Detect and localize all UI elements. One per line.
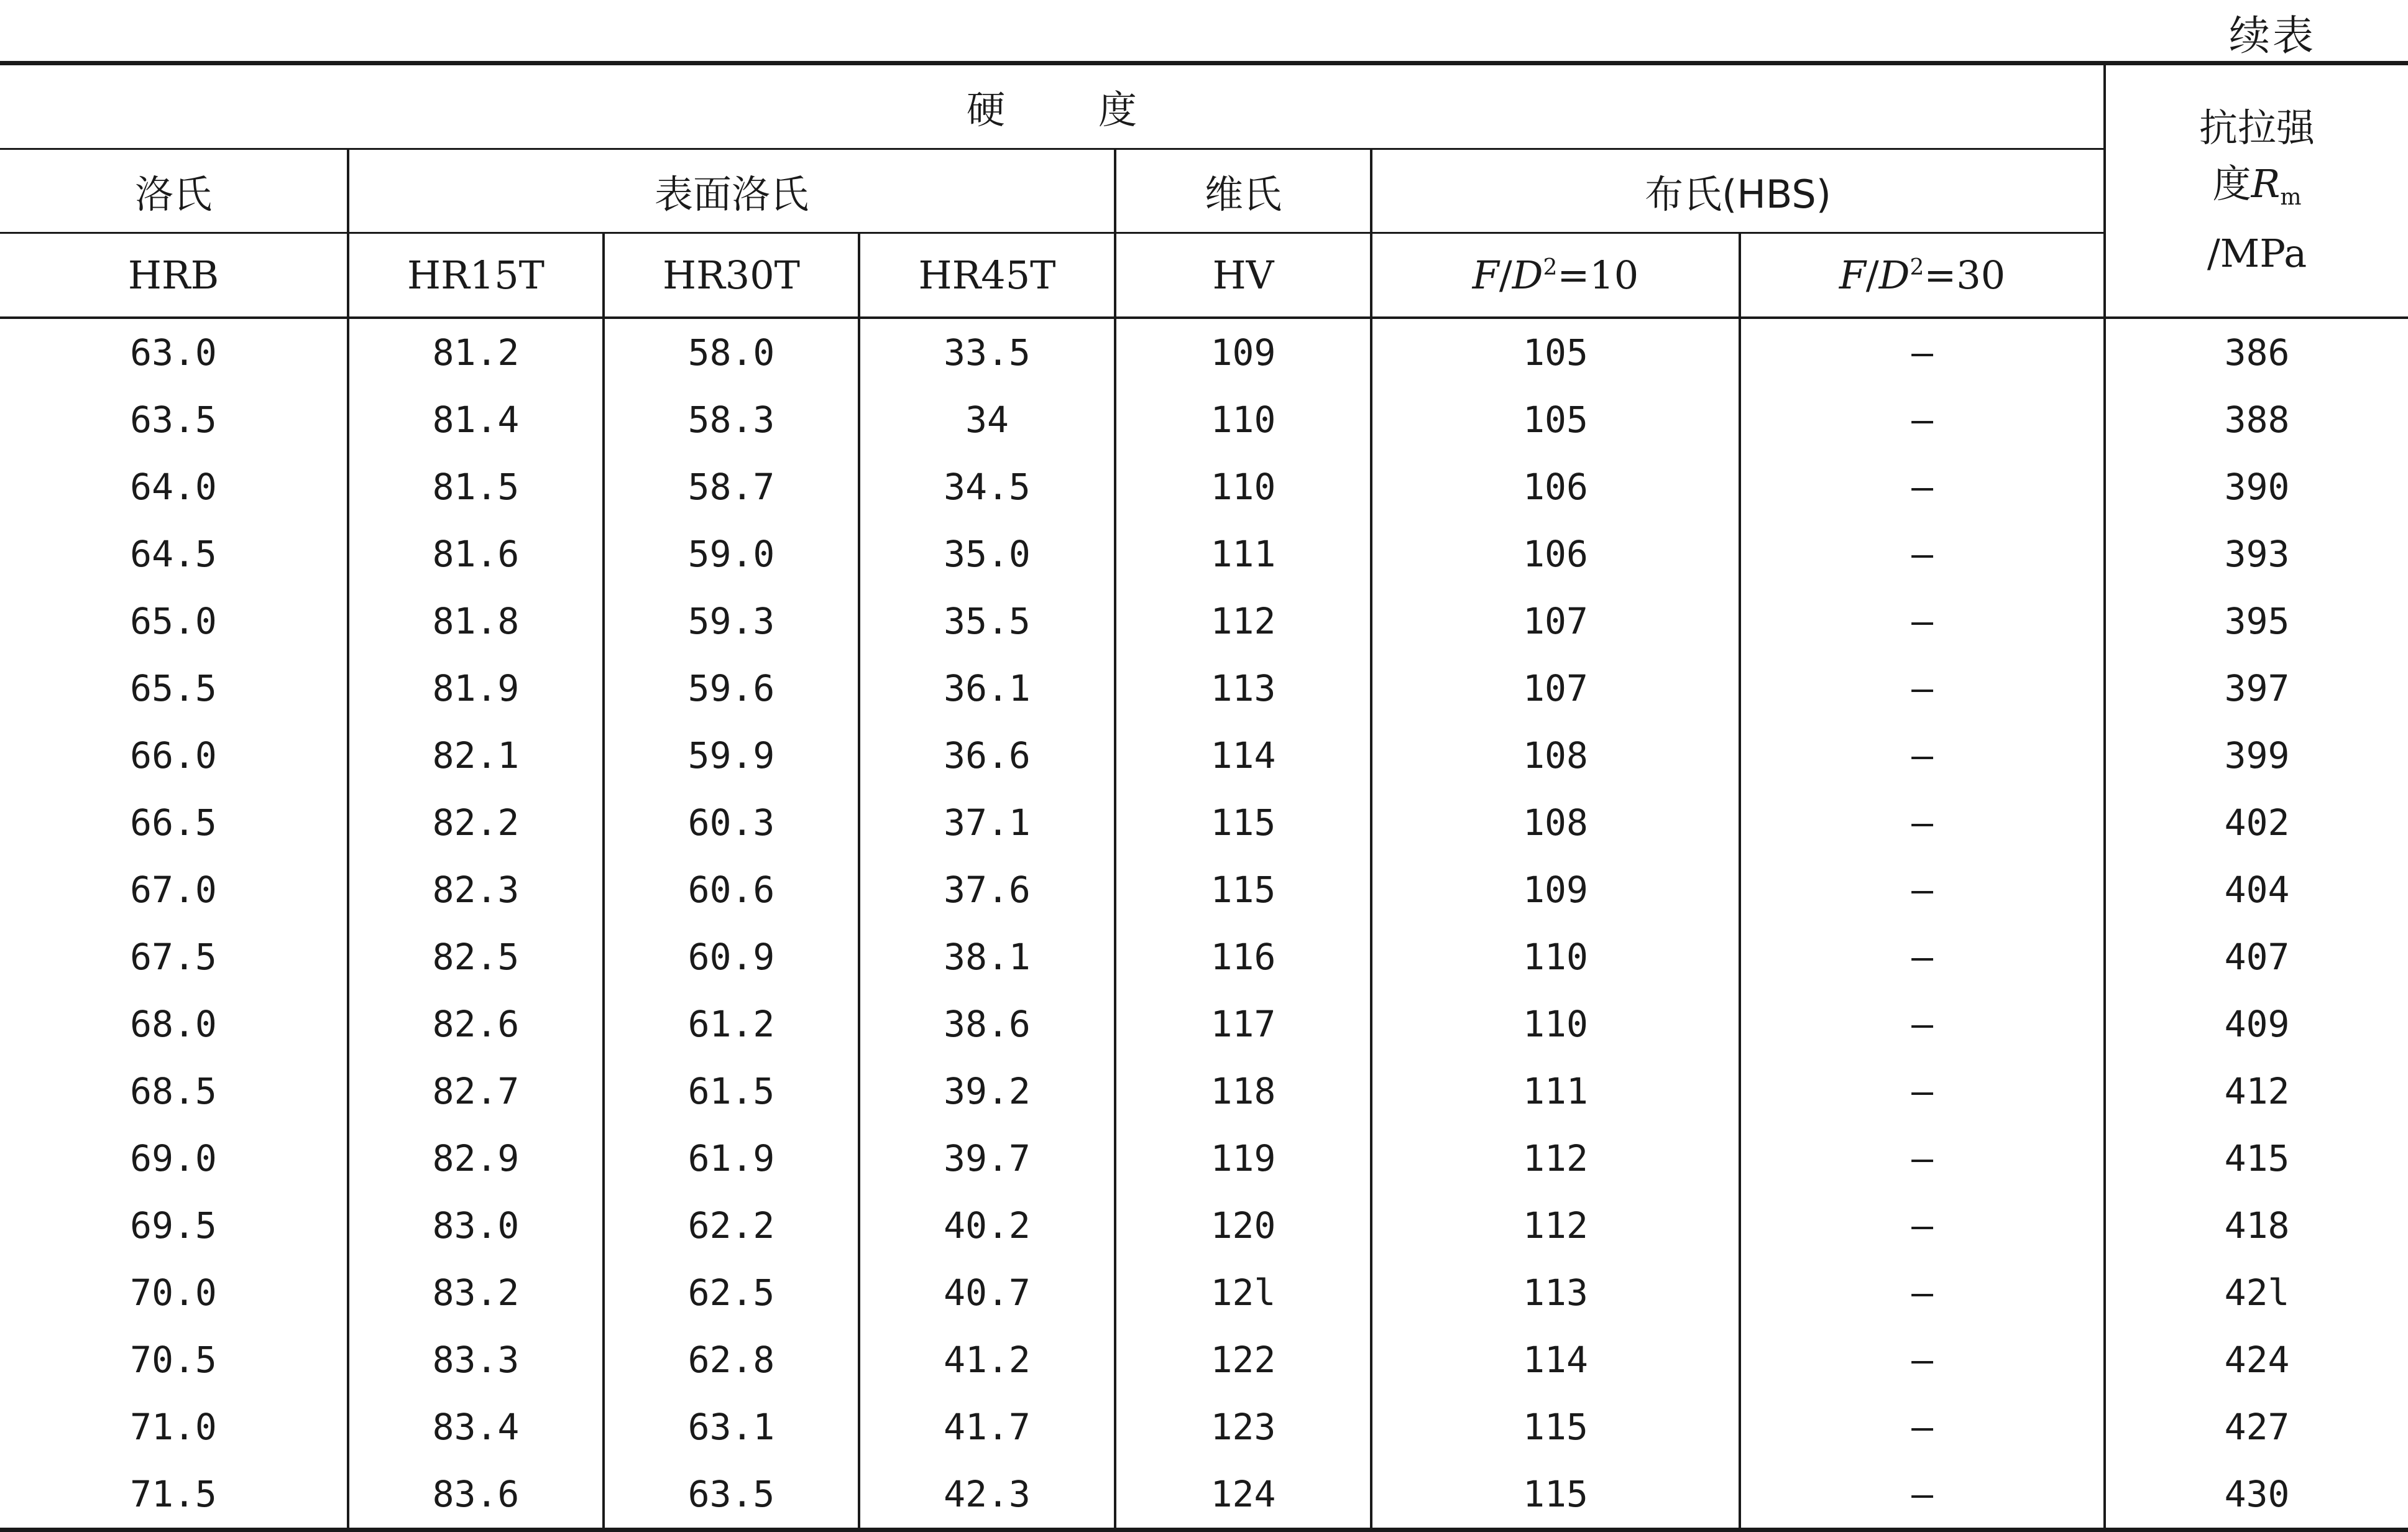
tensile-header-unit: /MPa (2207, 231, 2307, 276)
continued-table-label: 续表 (2229, 12, 2316, 60)
hr30t-cell: 58.7 (604, 453, 859, 520)
hr15t-cell: 83.6 (348, 1460, 604, 1530)
hr15t-cell: 83.4 (348, 1393, 604, 1460)
brinell-fd30-cell: — (1740, 789, 2105, 856)
brinell-fd10-cell: 107 (1371, 588, 1740, 655)
brinell-fd30-cell: — (1740, 453, 2105, 520)
hr30t-cell: 59.0 (604, 520, 859, 588)
fd30-exponent: 2 (1909, 255, 1924, 280)
hrb-cell: 70.5 (0, 1326, 348, 1393)
tensile-strength-cell: 397 (2224, 667, 2290, 709)
hr30t-cell: 60.6 (604, 856, 859, 923)
brinell-fd10-cell: 107 (1371, 655, 1740, 722)
brinell-fd30-cell: — (1740, 990, 2105, 1058)
hrb-cell: 69.0 (0, 1125, 348, 1192)
brinell-fd10-cell: 106 (1371, 520, 1740, 588)
table-row (0, 453, 2408, 520)
hrb-cell: 63.0 (0, 318, 348, 386)
hr45t-cell: 37.6 (859, 856, 1115, 923)
hr45t-cell: 39.2 (859, 1058, 1115, 1125)
fd10-exponent: 2 (1543, 255, 1558, 280)
tensile-header-symbol: R (2251, 161, 2281, 206)
hr45t-cell: 42.3 (859, 1460, 1115, 1530)
tensile-strength-header (2105, 63, 2408, 318)
brinell-fd30-cell: — (1740, 386, 2105, 453)
hr15t-cell: 81.5 (348, 453, 604, 520)
fd30-slash: / (1865, 252, 1879, 298)
hrb-cell: 65.5 (0, 655, 348, 722)
brinell-fd30-cell: — (1740, 722, 2105, 789)
hr15t-cell: 83.2 (348, 1259, 604, 1326)
hr45t-header: HR45T (859, 233, 1115, 318)
brinell-fd10-cell: 109 (1371, 856, 1740, 923)
fd10-d: D (1512, 252, 1543, 298)
brinell-fd10-cell: 110 (1371, 990, 1740, 1058)
hv-cell: 116 (1115, 923, 1371, 990)
hv-cell: 110 (1115, 453, 1371, 520)
hr30t-cell: 59.9 (604, 722, 859, 789)
brinell-fd10-cell: 108 (1371, 789, 1740, 856)
hrb-cell: 63.5 (0, 386, 348, 453)
hr45t-cell: 36.6 (859, 722, 1115, 789)
brinell-fd10-cell: 112 (1371, 1125, 1740, 1192)
fd10-rest: =10 (1557, 252, 1639, 298)
tensile-strength-cell: 42l (2224, 1271, 2290, 1314)
hr45t-cell: 34 (859, 386, 1115, 453)
hr30t-cell: 60.3 (604, 789, 859, 856)
tensile-header-prefix: 度 (2212, 161, 2251, 206)
brinell-fd30-cell: — (1740, 588, 2105, 655)
hr30t-cell: 60.9 (604, 923, 859, 990)
hrb-cell: 69.5 (0, 1192, 348, 1259)
hr30t-cell: 61.9 (604, 1125, 859, 1192)
tensile-strength-cell: 390 (2224, 466, 2290, 508)
hv-cell: 117 (1115, 990, 1371, 1058)
superficial-rockwell-header: 表面洛氏 (348, 149, 1115, 233)
brinell-fd10-cell: 115 (1371, 1460, 1740, 1530)
tensile-header-subscript: m (2280, 185, 2302, 210)
hrb-cell: 65.0 (0, 588, 348, 655)
brinell-fd30-cell: — (1740, 1192, 2105, 1259)
brinell-fd10-cell: 106 (1371, 453, 1740, 520)
hr45t-cell: 38.1 (859, 923, 1115, 990)
tensile-strength-cell: 395 (2224, 600, 2290, 642)
brinell-fd30-cell: — (1740, 520, 2105, 588)
hr45t-cell: 38.6 (859, 990, 1115, 1058)
hv-cell: 112 (1115, 588, 1371, 655)
table-row (0, 856, 2408, 923)
hr30t-cell: 62.2 (604, 1192, 859, 1259)
hv-cell: 115 (1115, 789, 1371, 856)
table-row (0, 588, 2408, 655)
fd10-f: F (1472, 252, 1499, 298)
tensile-strength-cell: 424 (2224, 1339, 2290, 1381)
hr45t-cell: 35.0 (859, 520, 1115, 588)
brinell-fd30-cell: — (1740, 1125, 2105, 1192)
hr45t-cell: 33.5 (859, 318, 1115, 386)
tensile-header-line2 (2106, 156, 2408, 226)
hv-cell: 124 (1115, 1460, 1371, 1530)
hrb-cell: 67.5 (0, 923, 348, 990)
hr30t-cell: 62.8 (604, 1326, 859, 1393)
table-row (0, 520, 2408, 588)
tensile-header-line1: 抗拉强 (2199, 105, 2315, 150)
hr30t-cell: 63.1 (604, 1393, 859, 1460)
hr45t-cell: 34.5 (859, 453, 1115, 520)
hr15t-cell: 81.2 (348, 318, 604, 386)
hr15t-cell: 81.6 (348, 520, 604, 588)
table-row (0, 923, 2408, 990)
brinell-fd10-cell: 105 (1371, 386, 1740, 453)
hv-cell: 110 (1115, 386, 1371, 453)
hr15t-cell: 82.7 (348, 1058, 604, 1125)
hr45t-cell: 40.2 (859, 1192, 1115, 1259)
tensile-strength-cell: 404 (2224, 869, 2290, 911)
hrb-cell: 64.0 (0, 453, 348, 520)
hardness-group-label: 硬度 (967, 87, 1231, 132)
table-row (0, 655, 2408, 722)
hardness-conversion-table (0, 61, 2408, 1532)
hr15t-cell: 82.6 (348, 990, 604, 1058)
hr45t-cell: 40.7 (859, 1259, 1115, 1326)
brinell-fd10-cell: 111 (1371, 1058, 1740, 1125)
brinell-fd30-cell: — (1740, 1326, 2105, 1393)
brinell-fd30-cell: — (1740, 856, 2105, 923)
hv-cell: 12l (1115, 1259, 1371, 1326)
table-row (0, 1259, 2408, 1326)
hr30t-cell: 58.0 (604, 318, 859, 386)
brinell-fd30-cell: — (1740, 318, 2105, 386)
table-header (0, 63, 2408, 318)
tensile-strength-cell: 427 (2224, 1406, 2290, 1448)
hr30t-cell: 61.5 (604, 1058, 859, 1125)
hardness-group-header (0, 63, 2105, 149)
table-row (0, 1058, 2408, 1125)
brinell-fd10-cell: 114 (1371, 1326, 1740, 1393)
hv-cell: 119 (1115, 1125, 1371, 1192)
fd30-f: F (1839, 252, 1866, 298)
hv-cell: 115 (1115, 856, 1371, 923)
hrb-cell: 64.5 (0, 520, 348, 588)
hrb-cell: 71.0 (0, 1393, 348, 1460)
fd10-slash: / (1499, 252, 1512, 298)
hr30t-cell: 59.3 (604, 588, 859, 655)
hv-cell: 114 (1115, 722, 1371, 789)
hr15t-cell: 83.0 (348, 1192, 604, 1259)
hr15t-cell: 82.9 (348, 1125, 604, 1192)
hr45t-cell: 37.1 (859, 789, 1115, 856)
fd30-rest: =30 (1924, 252, 2006, 298)
hr30t-cell: 59.6 (604, 655, 859, 722)
hrb-cell: 68.0 (0, 990, 348, 1058)
hr15t-cell: 83.3 (348, 1326, 604, 1393)
fd30-d: D (1878, 252, 1910, 298)
hv-cell: 113 (1115, 655, 1371, 722)
hrb-cell: 71.5 (0, 1460, 348, 1530)
brinell-fd10-cell: 108 (1371, 722, 1740, 789)
table-row (0, 990, 2408, 1058)
vickers-header: 维氏 (1115, 149, 1371, 233)
hv-header: HV (1115, 233, 1371, 318)
hrb-cell: 66.5 (0, 789, 348, 856)
tensile-strength-cell: 430 (2105, 1460, 2408, 1530)
hv-cell: 123 (1115, 1393, 1371, 1460)
brinell-header: 布氏(HBS) (1371, 149, 2105, 233)
hr30t-cell: 62.5 (604, 1259, 859, 1326)
table-row (0, 1326, 2408, 1393)
hr30t-cell: 58.3 (604, 386, 859, 453)
brinell-fd30-header (1740, 233, 2105, 318)
hr30t-cell: 61.2 (604, 990, 859, 1058)
hr15t-cell: 81.8 (348, 588, 604, 655)
hv-cell: 109 (1115, 318, 1371, 386)
brinell-fd10-cell: 112 (1371, 1192, 1740, 1259)
brinell-fd30-cell: — (1740, 1259, 2105, 1326)
brinell-fd10-cell: 113 (1371, 1259, 1740, 1326)
hr45t-cell: 35.5 (859, 588, 1115, 655)
rockwell-header: 洛氏 (0, 149, 348, 233)
hv-cell: 118 (1115, 1058, 1371, 1125)
tensile-strength-cell: 402 (2224, 801, 2290, 844)
table-row (0, 1125, 2408, 1192)
table-row (0, 386, 2408, 453)
tensile-strength-cell: 388 (2224, 399, 2290, 441)
table-body (0, 318, 2408, 1530)
brinell-fd30-cell: — (1740, 1058, 2105, 1125)
hr45t-cell: 41.2 (859, 1326, 1115, 1393)
tensile-strength-cell: 407 (2224, 936, 2290, 978)
hr45t-cell: 41.7 (859, 1393, 1115, 1460)
brinell-fd30-cell: — (1740, 1393, 2105, 1460)
table-row (0, 789, 2408, 856)
table-row (0, 722, 2408, 789)
brinell-fd10-cell: 115 (1371, 1393, 1740, 1460)
brinell-fd30-cell: — (1740, 923, 2105, 990)
hr45t-cell: 39.7 (859, 1125, 1115, 1192)
hrb-cell: 68.5 (0, 1058, 348, 1125)
hr30t-cell: 63.5 (604, 1460, 859, 1530)
tensile-strength-cell: 409 (2224, 1003, 2290, 1045)
table-row (0, 1393, 2408, 1460)
hrb-cell: 70.0 (0, 1259, 348, 1326)
brinell-fd10-cell: 110 (1371, 923, 1740, 990)
hr15t-cell: 82.5 (348, 923, 604, 990)
table-row (0, 1460, 2408, 1530)
tensile-strength-cell: 393 (2224, 533, 2290, 575)
tensile-strength-cell: 412 (2224, 1070, 2290, 1112)
hr15t-cell: 82.2 (348, 789, 604, 856)
brinell-fd30-cell: — (1740, 655, 2105, 722)
hr15t-cell: 82.3 (348, 856, 604, 923)
tensile-strength-cell: 418 (2224, 1204, 2290, 1247)
brinell-fd10-header (1371, 233, 1740, 318)
brinell-fd30-cell: — (1740, 1460, 2105, 1530)
tensile-strength-cell: 415 (2224, 1137, 2290, 1179)
hv-cell: 120 (1115, 1192, 1371, 1259)
hv-cell: 122 (1115, 1326, 1371, 1393)
hr15t-cell: 82.1 (348, 722, 604, 789)
brinell-fd10-cell: 105 (1371, 318, 1740, 386)
hr45t-cell: 36.1 (859, 655, 1115, 722)
table-row (0, 1192, 2408, 1259)
tensile-strength-cell: 386 (2224, 331, 2290, 374)
hr15t-cell: 81.9 (348, 655, 604, 722)
hr30t-header: HR30T (604, 233, 859, 318)
tensile-strength-cell: 399 (2224, 734, 2290, 777)
hrb-cell: 66.0 (0, 722, 348, 789)
hv-cell: 111 (1115, 520, 1371, 588)
hr15t-header: HR15T (348, 233, 604, 318)
hrb-cell: 67.0 (0, 856, 348, 923)
hrb-header: HRB (0, 233, 348, 318)
table-row (0, 318, 2408, 386)
hr15t-cell: 81.4 (348, 386, 604, 453)
